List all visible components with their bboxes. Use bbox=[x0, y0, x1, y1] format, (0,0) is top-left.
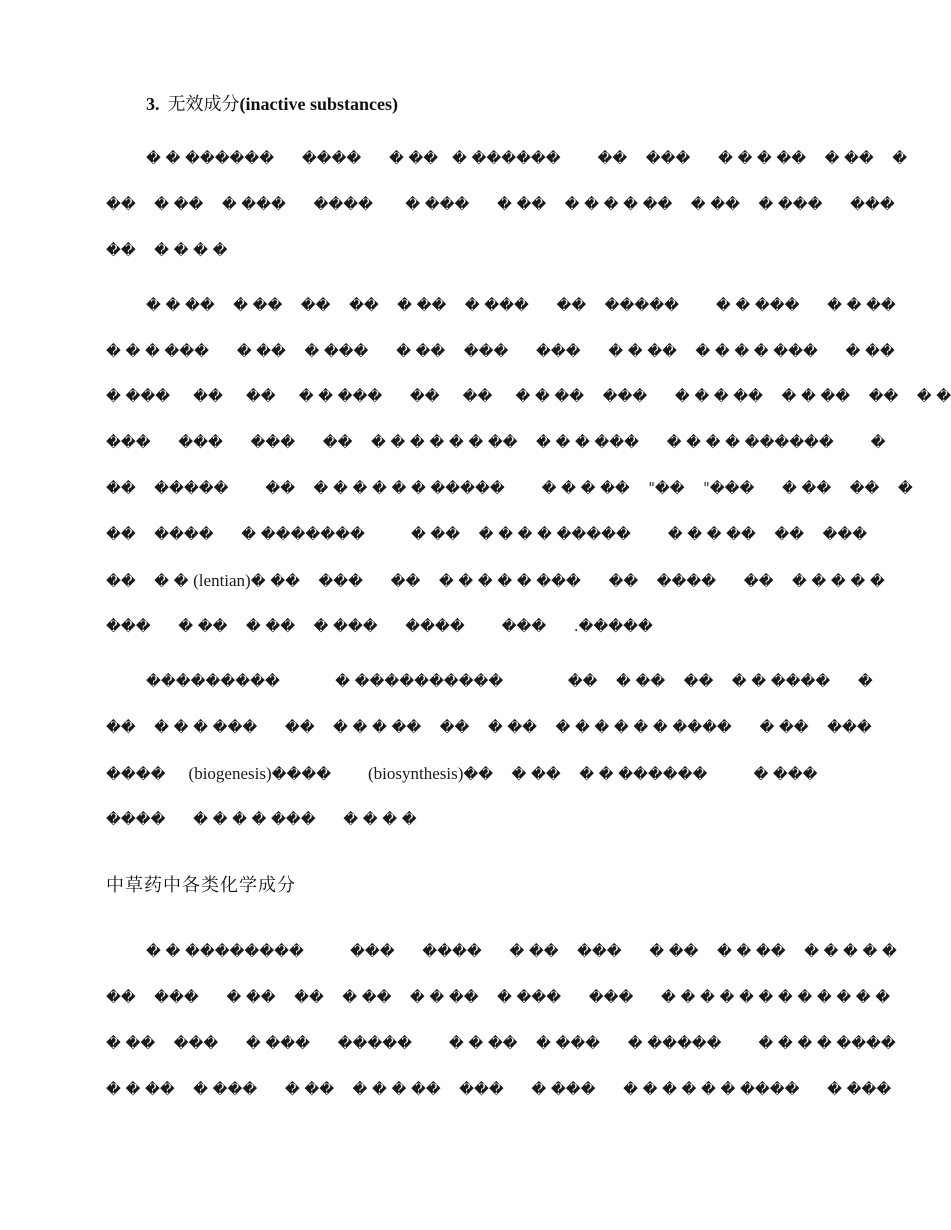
paragraph-2-line-6: �� ���� � ������� � �� � � � � ����� � � � �� �� ��� bbox=[106, 527, 868, 543]
section-title: 中草药中各类化学成分 bbox=[106, 875, 296, 896]
paragraph-3-line-3-b: ���� bbox=[271, 767, 368, 783]
paragraph-3-line-3-a: ���� bbox=[106, 767, 189, 783]
paragraph-2-line-3: � ��� �� �� � � ��� �� �� � � �� ��� � � � �� � � �� �� � � bbox=[106, 389, 951, 405]
paragraph-2-line-8: ��� � �� � �� � ��� ���� ��� .����� bbox=[106, 619, 653, 635]
paragraph-2-line-5: �� ����� �� � � � � � � ����� � � � �� "�� "��� � �� �� � bbox=[106, 481, 913, 497]
heading-title-en: (inactive substances) bbox=[239, 94, 398, 114]
paragraph-3-line-3 bbox=[106, 762, 844, 786]
paragraph-1-line-2: �� � �� � ��� ���� � ��� � �� � � � � �� � �� � ��� ��� bbox=[106, 197, 895, 213]
heading-title-cn: 无效成分 bbox=[167, 94, 240, 115]
paragraph-2-line-1: � � �� � �� �� �� � �� � ��� �� ����� � � ��� � � �� bbox=[146, 298, 896, 314]
paragraph-1-line-1: � � ������ ���� � �� � ������ �� ��� � � � �� � �� � bbox=[146, 151, 908, 167]
section-heading bbox=[146, 92, 398, 117]
heading-number: 3. bbox=[146, 94, 160, 114]
paragraph-4-line-2: �� ��� � �� �� � �� � � �� � ��� ��� � � � � � � � � � � � � bbox=[106, 990, 891, 1006]
paragraph-3-line-1: ��������� � ���������� �� � �� �� � � ���� � bbox=[146, 674, 873, 690]
paragraph-2-line-7 bbox=[106, 569, 885, 593]
paragraph-4-line-3: � �� ��� � ��� ����� � � �� � ��� � ����� � � � � ���� bbox=[106, 1036, 896, 1052]
paragraph-2-line-7-rest: � �� ��� �� � � � � � ��� �� ���� �� � � � � � bbox=[250, 574, 885, 590]
paragraph-3-line-4: ���� � � � � ��� � � � � bbox=[106, 812, 417, 828]
paragraph-2-line-7-start: �� � � bbox=[106, 574, 194, 590]
paragraph-1-line-3: �� � � � � bbox=[106, 243, 228, 259]
paragraph-2-line-2: � � � ��� � �� � ��� � �� ��� ��� � � �� � � � � ��� � �� bbox=[106, 344, 895, 360]
latin-term-lentian: (lentian) bbox=[193, 571, 251, 590]
paragraph-4-line-1: � � �������� ��� ���� � �� ��� � �� � � �� � � � � � bbox=[146, 944, 897, 960]
latin-term-biosynthesis: (biosynthesis) bbox=[367, 764, 464, 783]
paragraph-2-line-4: ��� ��� ��� �� � � � � � � �� � � � ��� � � � � ������ � bbox=[106, 435, 886, 451]
paragraph-3-line-2: �� � � � ��� �� � � � �� �� � �� � � � � � � ���� � �� ��� bbox=[106, 720, 872, 736]
latin-term-biogenesis: (biogenesis) bbox=[188, 764, 272, 783]
paragraph-3-line-3-c: �� � �� � � ������ � ��� bbox=[463, 767, 818, 783]
paragraph-4-line-4: � � �� � ��� � �� � � � �� ��� � ��� � � � � � � ���� � ��� bbox=[106, 1082, 892, 1098]
